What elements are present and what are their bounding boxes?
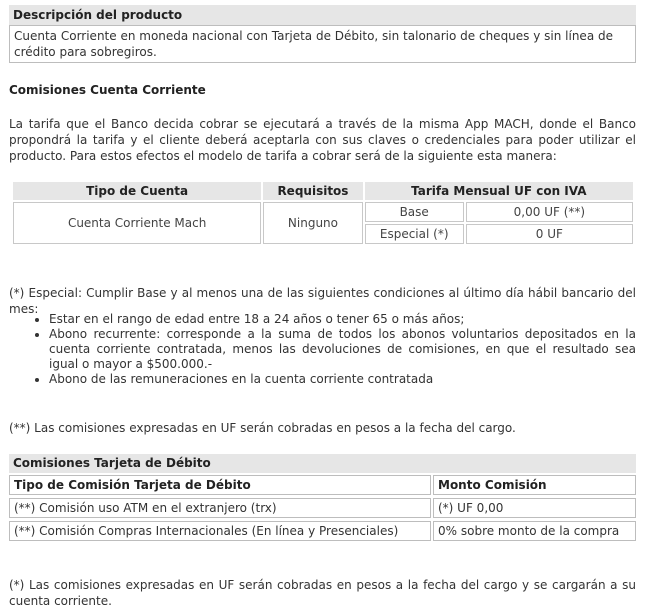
debit-card-fee-type: (**) Comisión Compras Internacionales (En línea y Presenciales) [9, 521, 431, 541]
fee-table-header-account-type: Tipo de Cuenta [13, 182, 261, 200]
fee-table-header-requirements: Requisitos [263, 182, 362, 200]
list-item: • Abono recurrente: corresponde a la suma de todos los abonos voluntarios depositados en la cuenta corriente contratada, menos las devoluciones de comisiones, en que el resultado sea igual o mayor a $500.000.- [49, 327, 636, 372]
uf-charge-note: (**) Las comisiones expresadas en UF serán cobradas en pesos a la fecha del cargo. [9, 421, 516, 435]
fee-table-base-value: 0,00 UF (**) [466, 202, 633, 222]
product-description-header: Descripción del producto [9, 5, 636, 25]
debit-card-fee-amount: (*) UF 0,00 [433, 498, 636, 518]
special-conditions-note: (*) Especial: Cumplir Base y al menos una de las siguientes condiciones al último día hábil bancario del mes: [9, 286, 636, 316]
debit-card-col-fee-type: Tipo de Comisión Tarjeta de Débito [9, 475, 431, 495]
fee-intro-paragraph: La tarifa que el Banco decida cobrar se ejecutará a través de la misma App MACH, donde el Banco propondrá la tarifa y el cliente deberá aceptarla con sus claves o credenciales para poder utilizar el producto. Para estos efectos el modelo de tarifa a cobrar será de la siguiente esta manera: [9, 117, 636, 163]
table-row [9, 521, 636, 541]
product-description-text: Cuenta Corriente en moneda nacional con Tarjeta de Débito, sin talonario de cheques y sin línea de crédito para sobregiros. [9, 25, 636, 63]
debit-card-col-amount: Monto Comisión [433, 475, 636, 495]
fee-table-account-type: Cuenta Corriente Mach [13, 202, 261, 244]
debit-card-fee-type: (**) Comisión uso ATM en el extranjero (trx) [9, 498, 431, 518]
fee-table-requirements: Ninguno [263, 202, 362, 244]
table-row [9, 498, 636, 518]
special-conditions-list [9, 312, 636, 387]
footer-uf-note: (*) Las comisiones expresadas en UF serán cobradas en pesos a la fecha del cargo y se cargarán a su cuenta corriente. [9, 578, 636, 608]
fee-table-special-label: Especial (*) [365, 224, 464, 244]
list-item: • Abono de las remuneraciones en la cuenta corriente contratada [49, 372, 636, 387]
fee-table-special-value: 0 UF [466, 224, 633, 244]
debit-card-fee-amount: 0% sobre monto de la compra [433, 521, 636, 541]
fee-table-header-monthly-fee: Tarifa Mensual UF con IVA [365, 182, 633, 200]
debit-card-table-header-row [9, 475, 636, 495]
list-item: • Estar en el rango de edad entre 18 a 24 años o tener 65 o más años; [49, 312, 636, 327]
fee-table [11, 180, 635, 246]
debit-card-fees-header: Comisiones Tarjeta de Débito [9, 454, 636, 473]
fee-table-base-label: Base [365, 202, 464, 222]
current-account-fees-title: Comisiones Cuenta Corriente [9, 83, 206, 97]
